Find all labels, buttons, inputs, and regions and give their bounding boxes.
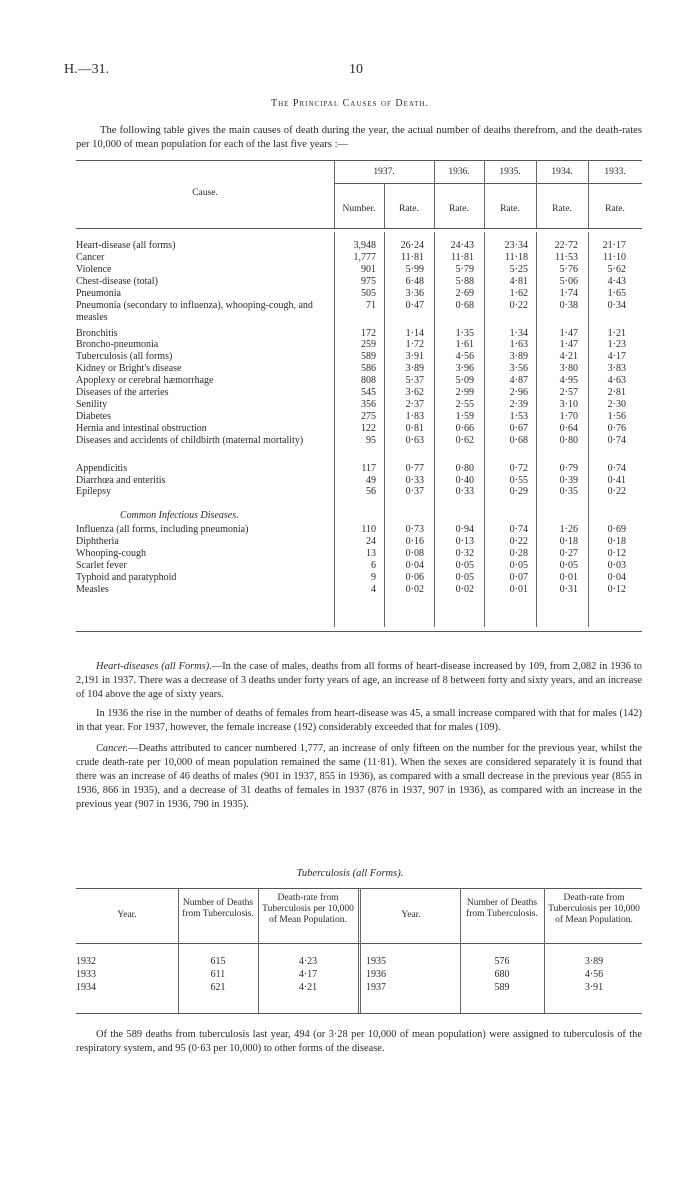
year-1936-header: 1936. — [448, 167, 470, 177]
rate-1933-cell: 0·18 — [607, 536, 626, 548]
rate-1936-cell: 0·40 — [455, 474, 474, 486]
table-row — [0, 572, 700, 584]
rate-column-header: Rate. — [449, 204, 469, 214]
rate-1936-cell: 1·35 — [455, 327, 474, 339]
rate-1937-cell: 0·16 — [405, 536, 424, 548]
females-heart-disease-paragraph: In 1936 the rise in the number of deaths of females from heart-disease was 45, a small increase compared with that for males (142) in that year. For 1937, however, the female increase (192) considerably exceeded that for males (109). — [76, 708, 642, 733]
table-row — [0, 463, 700, 475]
number-cell: 1,777 — [353, 251, 376, 263]
rate-1937-cell: 5·37 — [405, 375, 424, 387]
table-row — [0, 300, 700, 324]
rate-1937-cell: 0·02 — [405, 583, 424, 595]
tb-deaths-cell: 680 — [494, 969, 510, 980]
cause-cell: Broncho-pneumonia — [76, 339, 159, 351]
infectious-diseases-heading: Common Infectious Diseases. — [120, 510, 239, 522]
rate-1935-cell: 11·18 — [505, 251, 528, 263]
tb-year-cell: 1936 — [366, 969, 386, 980]
rate-1933-cell: 1·21 — [607, 327, 626, 339]
tb-year-cell: 1934 — [76, 982, 96, 993]
rate-1935-cell: 4·81 — [509, 275, 528, 287]
cause-column-header: Cause. — [192, 188, 218, 198]
cause-cell: Typhoid and paratyphoid — [76, 571, 177, 583]
rate-1935-cell: 1·53 — [509, 410, 528, 422]
table-row — [0, 363, 700, 375]
tb-rate-header: Death-rate from Tuberculosis per 10,000 of Mean Population. — [548, 893, 640, 925]
table-bottom-rule — [76, 631, 642, 632]
rate-1933-cell: 1·23 — [607, 339, 626, 351]
rate-1937-cell: 0·37 — [405, 486, 424, 498]
section-title: The Principal Causes of Death. — [270, 98, 430, 109]
rate-1934-cell: 0·38 — [559, 299, 578, 311]
rate-1935-cell: 0·72 — [509, 462, 528, 474]
rate-1934-cell: 0·01 — [559, 571, 578, 583]
rate-1933-cell: 0·74 — [607, 462, 626, 474]
tb-deaths-cell: 621 — [210, 982, 226, 993]
rate-1937-cell: 26·24 — [400, 240, 424, 251]
rate-1934-cell: 3·10 — [559, 398, 578, 410]
rate-1936-cell: 0·68 — [455, 299, 474, 311]
rate-1934-cell: 0·18 — [559, 536, 578, 548]
rate-1935-cell: 0·55 — [509, 474, 528, 486]
cause-cell: Heart-disease (all forms) — [76, 240, 176, 251]
col-divider — [358, 888, 361, 1013]
rate-1933-cell: 11·10 — [603, 251, 626, 263]
table-row — [0, 956, 700, 968]
tb-deaths-header: Number of Deaths from Tuberculosis. — [466, 898, 538, 919]
number-cell: 545 — [361, 387, 376, 398]
cause-cell: Chest-disease (total) — [76, 275, 158, 287]
rate-1936-cell: 0·80 — [455, 462, 474, 474]
table-header-bottom-rule — [76, 228, 642, 229]
number-cell: 172 — [361, 327, 376, 339]
number-cell: 110 — [361, 524, 376, 536]
rate-1935-cell: 3·56 — [509, 363, 528, 375]
rate-1934-cell: 0·35 — [559, 486, 578, 498]
number-cell: 49 — [366, 474, 376, 486]
rate-1937-cell: 3·91 — [405, 351, 424, 363]
table-row — [0, 288, 700, 300]
rate-1933-cell: 4·43 — [607, 275, 626, 287]
rate-1935-cell: 0·28 — [509, 548, 528, 560]
table-row — [0, 264, 700, 276]
rate-1934-cell: 1·47 — [559, 327, 578, 339]
rate-1937-cell: 5·99 — [405, 263, 424, 275]
number-cell: 6 — [371, 560, 376, 571]
rate-1934-cell: 0·79 — [559, 462, 578, 474]
rate-1936-cell: 0·94 — [455, 524, 474, 536]
rate-1933-cell: 0·76 — [607, 422, 626, 434]
table-row — [0, 486, 700, 498]
col-divider — [258, 888, 259, 1013]
rate-1935-cell: 0·22 — [509, 536, 528, 548]
rate-1937-cell: 3·89 — [405, 363, 424, 375]
rate-1934-cell: 0·31 — [559, 583, 578, 595]
rate-1933-cell: 4·17 — [607, 351, 626, 363]
cause-cell: Diseases of the arteries — [76, 387, 169, 398]
number-cell: 4 — [371, 583, 376, 595]
rate-1935-cell: 0·01 — [509, 583, 528, 595]
rate-1935-cell: 3·89 — [509, 351, 528, 363]
rate-1935-cell: 23·34 — [504, 240, 528, 251]
rate-1935-cell: 2·96 — [509, 387, 528, 398]
rate-1934-cell: 2·57 — [559, 387, 578, 398]
rate-1937-cell: 0·73 — [405, 524, 424, 536]
tb-rate-cell: 3·89 — [584, 956, 604, 967]
table-row — [0, 375, 700, 387]
heart-disease-text: —In the case of males, deaths from all forms of heart-disease increased by 109, from 2,082 in 1936 to 2,191 in 1937. There was a decrease of 3 deaths under forty years of age, an increase of 8 between forty and sixty years, and an increase of 104 above the age of sixty years. — [76, 661, 642, 700]
rate-1937-cell: 0·63 — [405, 434, 424, 446]
number-cell: 808 — [361, 375, 376, 387]
rate-1937-cell: 0·08 — [405, 548, 424, 560]
rate-1934-cell: 0·27 — [559, 548, 578, 560]
tb-year-cell: 1935 — [366, 956, 386, 967]
rate-1936-cell: 0·33 — [455, 486, 474, 498]
rate-1934-cell: 4·95 — [559, 375, 578, 387]
intro-paragraph: The following table gives the main causes of death during the year, the actual number of deaths therefrom, and the death-rates per 10,000 of mean population for each of the last five years :— — [76, 125, 642, 150]
rate-1933-cell: 0·74 — [607, 434, 626, 446]
rate-1936-cell: 0·32 — [455, 548, 474, 560]
rate-1937-cell: 2·37 — [405, 398, 424, 410]
table-top-rule — [76, 160, 642, 161]
table-row — [0, 435, 700, 459]
rate-1933-cell: 0·41 — [607, 474, 626, 486]
rate-1936-cell: 1·61 — [455, 339, 474, 351]
rate-1934-cell: 0·39 — [559, 474, 578, 486]
table-row — [0, 584, 700, 596]
number-cell: 505 — [361, 287, 376, 299]
number-cell: 13 — [366, 548, 376, 560]
rate-1933-cell: 0·12 — [607, 583, 626, 595]
rate-1934-cell: 1·26 — [559, 524, 578, 536]
rate-1933-cell: 0·22 — [607, 486, 626, 498]
rate-1935-cell: 1·34 — [509, 327, 528, 339]
rate-1937-cell: 3·36 — [405, 287, 424, 299]
rate-1936-cell: 3·96 — [455, 363, 474, 375]
col-divider — [178, 888, 179, 1013]
table-row — [0, 387, 700, 399]
cause-cell: Diarrhœa and enteritis — [76, 474, 166, 486]
rate-1937-cell: 0·47 — [405, 299, 424, 311]
rate-1937-cell: 1·72 — [405, 339, 424, 351]
cause-cell: Bronchitis — [76, 327, 118, 339]
cancer-text: —Deaths attributed to cancer numbered 1,777, an increase of only fifteen on the number for the previous year, whilst the crude death-rate per 10,000 of mean population remained the same (11·81). When the sexes are considered separately it is found that there was an increase of 46 deaths of males (901 in 1937, 855 in 1936), as compared with a small decrease in the previous year (855 in 1936, 866 in 1935), and a decrease of 31 deaths of females in 1937 (876 in 1937, 907 in 1936), as compared with an increase in the previous year (907 in 1936, 790 in 1935). — [76, 743, 642, 810]
rate-1934-cell: 0·05 — [559, 560, 578, 571]
rate-1937-cell: 1·83 — [405, 410, 424, 422]
number-cell: 589 — [361, 351, 376, 363]
number-cell: 275 — [361, 410, 376, 422]
rate-1933-cell: 2·81 — [607, 387, 626, 398]
cause-cell: Influenza (all forms, including pneumonia) — [76, 524, 249, 536]
rate-1935-cell: 0·67 — [509, 422, 528, 434]
cause-cell: Pneumonia — [76, 287, 121, 299]
number-cell: 586 — [361, 363, 376, 375]
rate-1934-cell: 5·76 — [559, 263, 578, 275]
table-row — [0, 276, 700, 288]
rate-1934-cell: 22·72 — [554, 240, 578, 251]
rate-1934-cell: 11·53 — [555, 251, 578, 263]
cancer-paragraph — [76, 742, 642, 812]
rate-1934-cell: 0·80 — [559, 434, 578, 446]
rate-1934-cell: 1·74 — [559, 287, 578, 299]
year-1934-header: 1934. — [551, 167, 573, 177]
rate-1937-cell: 0·06 — [405, 571, 424, 583]
heart-disease-paragraph — [76, 660, 642, 702]
rate-1936-cell: 5·88 — [455, 275, 474, 287]
table-row — [0, 339, 700, 351]
number-cell: 259 — [361, 339, 376, 351]
rate-1933-cell: 1·65 — [607, 287, 626, 299]
table-row — [0, 969, 700, 981]
rate-1934-cell: 4·21 — [559, 351, 578, 363]
rate-1934-cell: 0·64 — [559, 422, 578, 434]
number-cell: 24 — [366, 536, 376, 548]
rate-1936-cell: 0·62 — [455, 434, 474, 446]
table-row — [0, 560, 700, 572]
rate-1933-cell: 0·03 — [607, 560, 626, 571]
rate-1937-cell: 11·81 — [401, 251, 424, 263]
rate-1937-cell: 0·77 — [405, 462, 424, 474]
tb-deaths-cell: 589 — [494, 982, 510, 993]
rate-1934-cell: 3·80 — [559, 363, 578, 375]
table-row — [0, 475, 700, 487]
year-header-rule — [334, 183, 642, 184]
rate-1936-cell: 1·59 — [455, 410, 474, 422]
rate-1935-cell: 0·05 — [509, 560, 528, 571]
rate-1933-cell: 0·04 — [607, 571, 626, 583]
tb-rate-cell: 3·91 — [584, 982, 604, 993]
rate-column-header: Rate. — [399, 204, 419, 214]
rate-1933-cell: 0·12 — [607, 548, 626, 560]
rate-1935-cell: 2·39 — [509, 398, 528, 410]
cause-cell: Tuberculosis (all forms) — [76, 351, 173, 363]
rate-1933-cell: 5·62 — [607, 263, 626, 275]
page-number: 10 — [349, 62, 363, 77]
tb-year-cell: 1937 — [366, 982, 386, 993]
cause-cell: Diseases and accidents of childbirth (maternal mortality) — [76, 434, 304, 446]
tuberculosis-table-title: Tuberculosis (all Forms). — [296, 868, 404, 879]
tb-rate-cell: 4·17 — [298, 969, 318, 980]
tb-rate-cell: 4·21 — [298, 982, 318, 993]
number-cell: 9 — [371, 571, 376, 583]
cause-cell: Scarlet fever — [76, 560, 127, 571]
number-cell: 71 — [366, 299, 376, 311]
number-cell: 975 — [361, 275, 376, 287]
table-row — [0, 240, 700, 252]
cause-cell: Cancer — [76, 251, 105, 263]
cause-cell: Pneumonia (secondary to influenza), whooping-cough, and measles — [76, 299, 313, 323]
rate-column-header: Rate. — [605, 204, 625, 214]
document-reference: H.—31. — [64, 62, 110, 77]
rate-1937-cell: 0·33 — [405, 474, 424, 486]
rate-1936-cell: 0·13 — [455, 536, 474, 548]
heart-disease-label: Heart-diseases (all Forms). — [96, 661, 212, 672]
rate-1935-cell: 0·74 — [509, 524, 528, 536]
rate-1936-cell: 0·66 — [455, 422, 474, 434]
tb-deaths-cell: 615 — [210, 956, 226, 967]
col-divider — [544, 888, 545, 1013]
rate-1933-cell: 0·69 — [607, 524, 626, 536]
tb-year-header: Year. — [401, 910, 421, 920]
rate-1934-cell: 1·47 — [559, 339, 578, 351]
rate-1933-cell: 2·30 — [607, 398, 626, 410]
rate-column-header: Rate. — [552, 204, 572, 214]
rate-1933-cell: 3·83 — [607, 363, 626, 375]
table-row — [0, 399, 700, 411]
rate-1937-cell: 6·48 — [405, 275, 424, 287]
tb-deaths-cell: 611 — [210, 969, 226, 980]
rate-1936-cell: 2·69 — [455, 287, 474, 299]
rate-1935-cell: 5·25 — [509, 263, 528, 275]
table-row — [0, 536, 700, 548]
number-cell: 95 — [366, 434, 376, 446]
tb-rate-cell: 4·23 — [298, 956, 318, 967]
year-1935-header: 1935. — [499, 167, 521, 177]
rate-1935-cell: 1·63 — [509, 339, 528, 351]
rate-1934-cell: 1·70 — [559, 410, 578, 422]
tb-table-bottom-rule — [76, 1013, 642, 1014]
number-cell: 56 — [366, 486, 376, 498]
rate-1936-cell: 4·56 — [455, 351, 474, 363]
rate-1936-cell: 0·05 — [455, 560, 474, 571]
rate-1933-cell: 0·34 — [607, 299, 626, 311]
rate-1933-cell: 21·17 — [602, 240, 626, 251]
col-divider — [460, 888, 461, 1013]
table-row — [0, 351, 700, 363]
rate-1937-cell: 3·62 — [405, 387, 424, 398]
rate-1936-cell: 2·55 — [455, 398, 474, 410]
rate-1933-cell: 4·63 — [607, 375, 626, 387]
tb-deaths-header: Number of Deaths from Tuberculosis. — [182, 898, 254, 919]
rate-1937-cell: 0·81 — [405, 422, 424, 434]
cause-cell: Measles — [76, 583, 109, 595]
table-row — [0, 524, 700, 536]
cause-cell: Apoplexy or cerebral hæmorrhage — [76, 375, 214, 387]
table-row — [0, 423, 700, 435]
rate-1935-cell: 4·87 — [509, 375, 528, 387]
cause-cell: Kidney or Bright's disease — [76, 363, 182, 375]
rate-1935-cell: 1·62 — [509, 287, 528, 299]
number-cell: 901 — [361, 263, 376, 275]
table-row — [0, 328, 700, 340]
table-row — [0, 411, 700, 423]
number-cell: 356 — [361, 398, 376, 410]
table-row — [0, 548, 700, 560]
cause-cell: Appendicitis — [76, 462, 128, 474]
page-header — [64, 62, 648, 82]
rate-1936-cell: 11·81 — [451, 251, 474, 263]
tb-year-cell: 1932 — [76, 956, 96, 967]
cause-cell: Diabetes — [76, 410, 111, 422]
rate-1935-cell: 0·29 — [509, 486, 528, 498]
table-row — [0, 252, 700, 264]
cause-cell: Diphtheria — [76, 536, 119, 548]
tb-year-header: Year. — [117, 910, 137, 920]
tb-rate-cell: 4·56 — [584, 969, 604, 980]
rate-1935-cell: 0·22 — [509, 299, 528, 311]
cause-cell: Senility — [76, 398, 108, 410]
rate-1937-cell: 0·04 — [405, 560, 424, 571]
rate-1936-cell: 5·79 — [455, 263, 474, 275]
rate-1937-cell: 1·14 — [405, 327, 424, 339]
cause-cell: Hernia and intestinal obstruction — [76, 422, 207, 434]
number-cell: 3,948 — [353, 240, 376, 251]
rate-1936-cell: 0·05 — [455, 571, 474, 583]
number-column-header: Number. — [342, 204, 376, 214]
tb-year-cell: 1933 — [76, 969, 96, 980]
rate-1936-cell: 0·02 — [455, 583, 474, 595]
rate-1934-cell: 5·06 — [559, 275, 578, 287]
table-row — [0, 982, 700, 994]
rate-1936-cell: 24·43 — [450, 240, 474, 251]
rate-1936-cell: 2·99 — [455, 387, 474, 398]
number-cell: 122 — [361, 422, 376, 434]
number-cell: 117 — [361, 462, 376, 474]
cause-cell: Violence — [76, 263, 112, 275]
tb-rate-header: Death-rate from Tuberculosis per 10,000 of Mean Population. — [262, 893, 354, 925]
rate-1935-cell: 0·68 — [509, 434, 528, 446]
rate-1933-cell: 1·56 — [607, 410, 626, 422]
rate-1935-cell: 0·07 — [509, 571, 528, 583]
rate-column-header: Rate. — [500, 204, 520, 214]
rate-1936-cell: 5·09 — [455, 375, 474, 387]
cause-cell: Whooping-cough — [76, 548, 146, 560]
tuberculosis-summary-paragraph: Of the 589 deaths from tuberculosis last year, 494 (or 3·28 per 10,000 of mean population) were assigned to tuberculosis of the respiratory system, and 95 (0·63 per 10,000) to other forms of the disease. — [76, 1029, 642, 1054]
year-1933-header: 1933. — [604, 167, 626, 177]
cause-cell: Epilepsy — [76, 486, 111, 498]
cancer-label: Cancer. — [96, 743, 129, 754]
year-1937-header: 1937. — [373, 167, 395, 177]
tb-deaths-cell: 576 — [494, 956, 510, 967]
